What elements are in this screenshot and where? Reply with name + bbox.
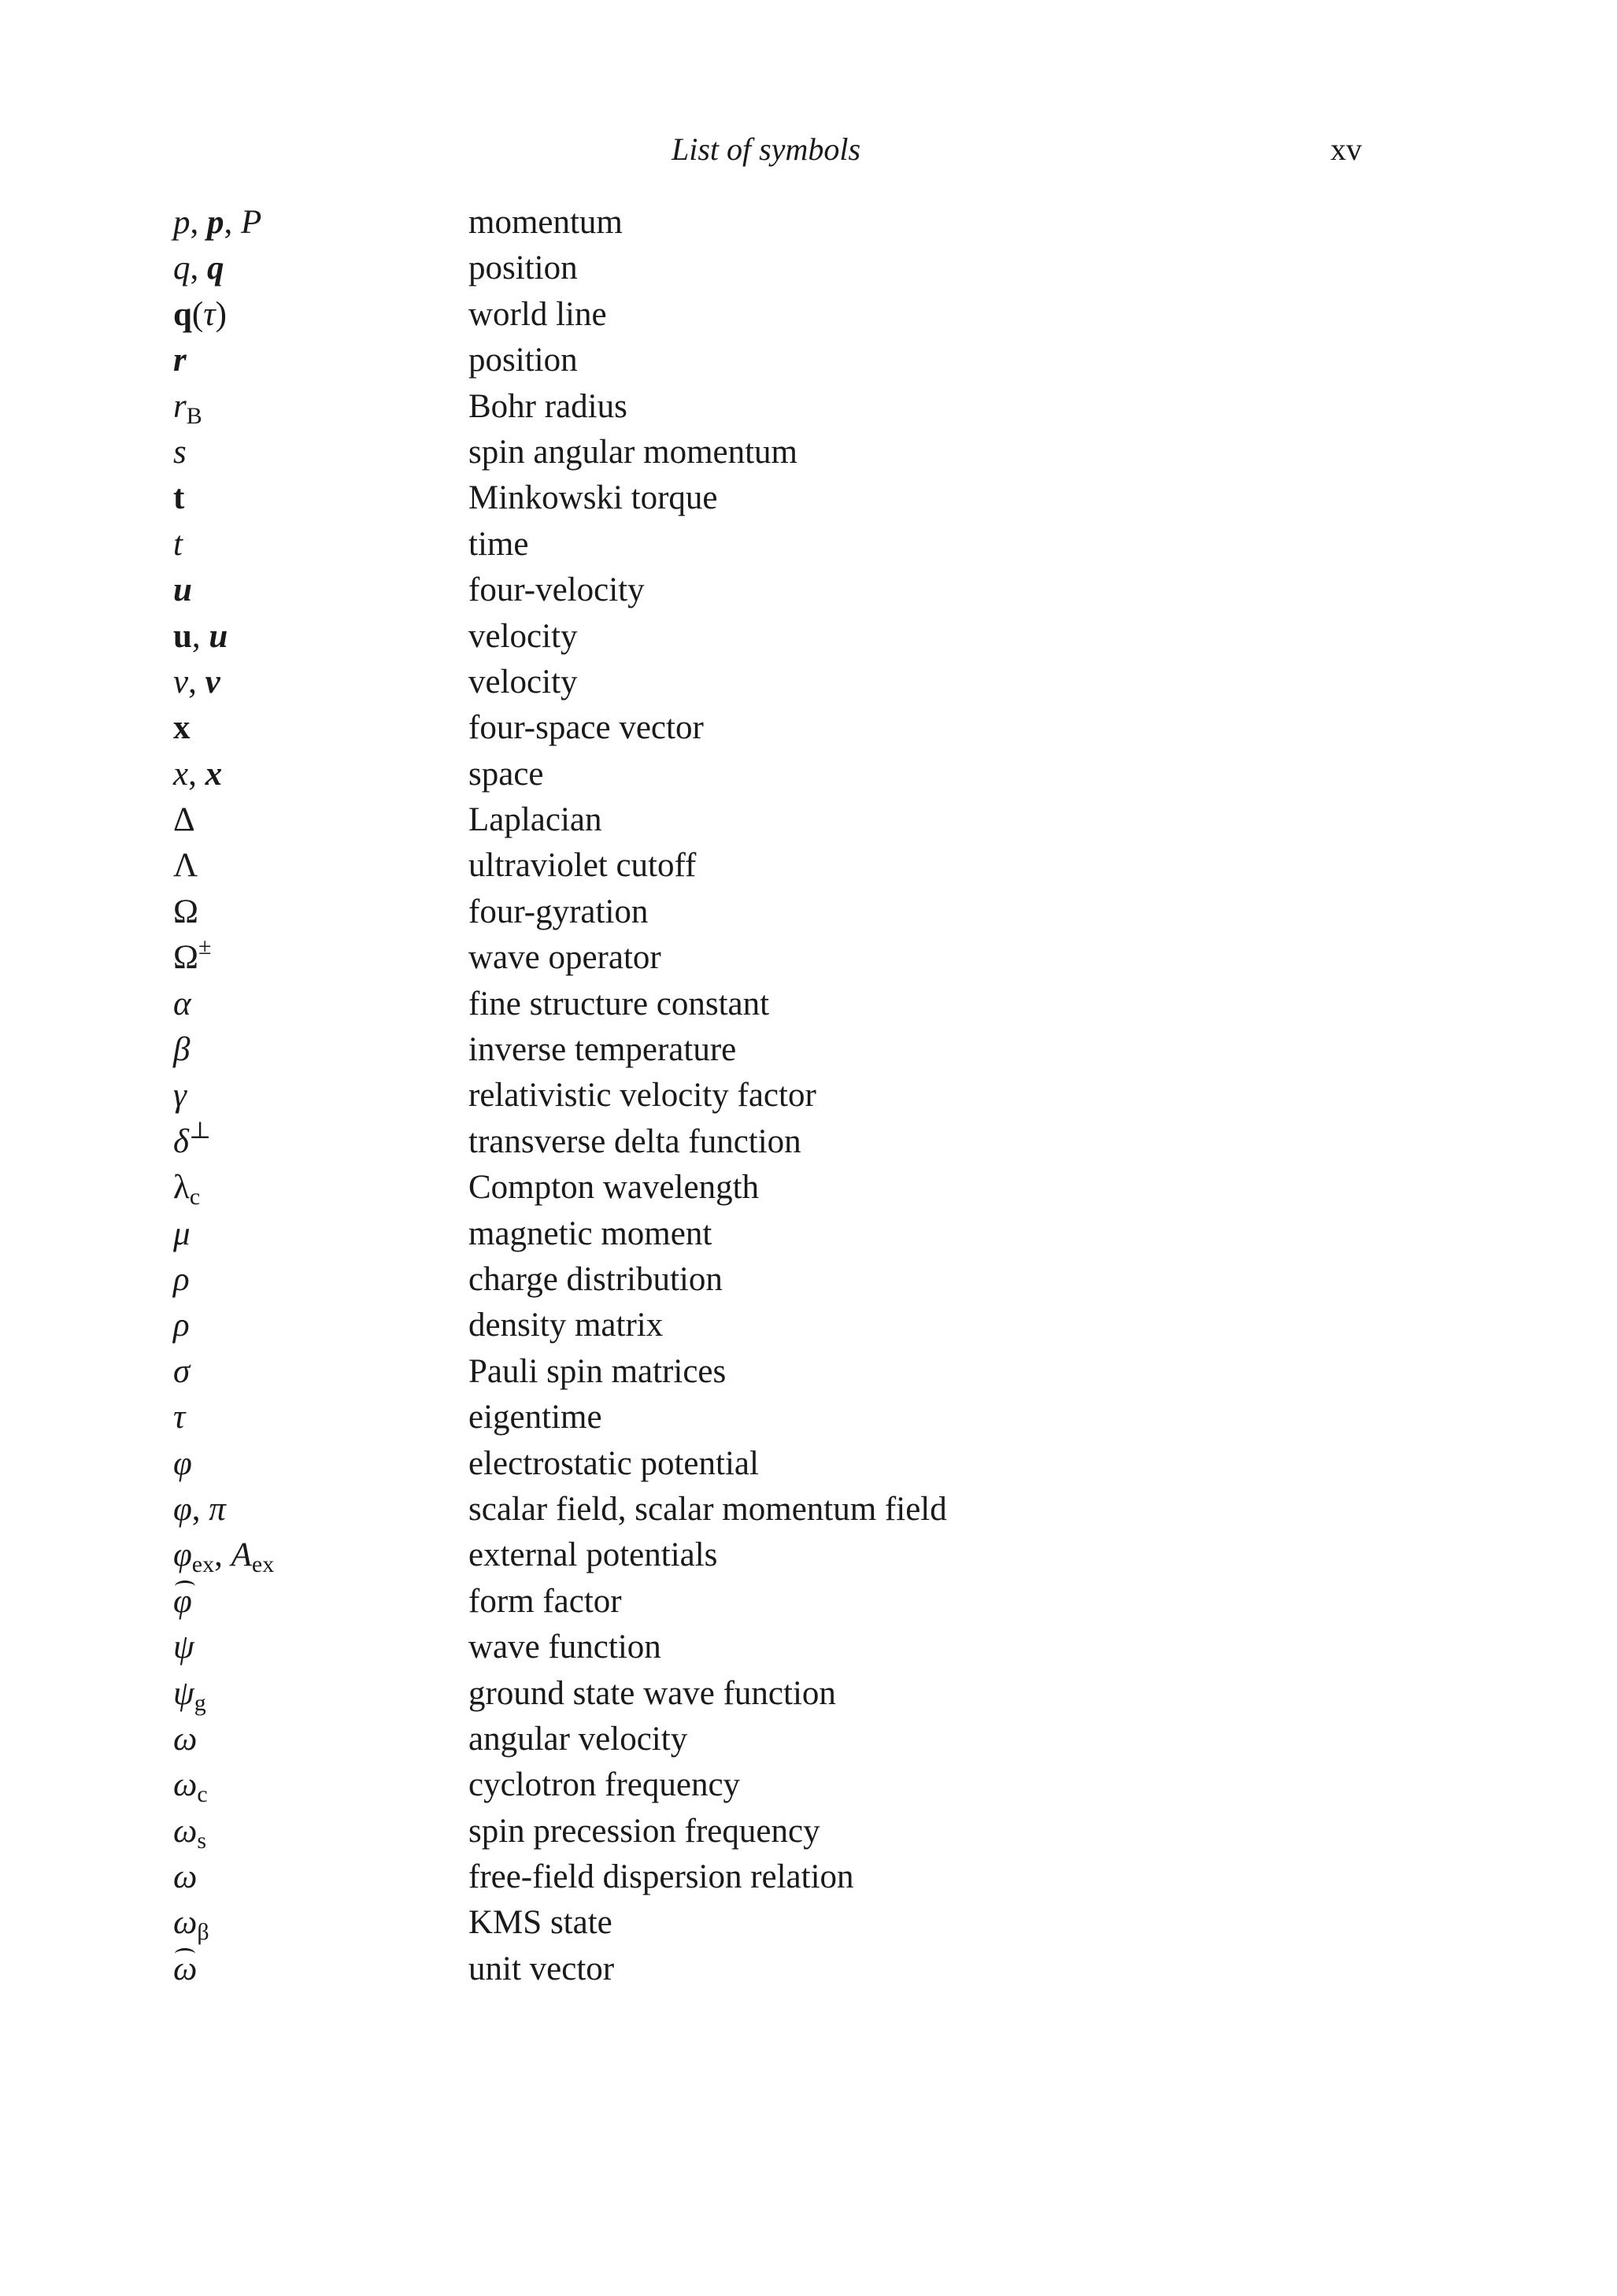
symbol: q(τ) <box>173 295 227 333</box>
running-title: List of symbols <box>671 131 861 167</box>
symbol-row <box>173 246 1433 291</box>
symbol-description: external potentials <box>468 1536 718 1574</box>
symbol-row <box>173 1441 1433 1487</box>
symbol: δ⊥ <box>173 1117 212 1160</box>
symbol: σ <box>173 1352 191 1390</box>
symbol-description: electrostatic potential <box>468 1444 759 1482</box>
symbol: Λ <box>173 847 198 885</box>
symbol-row <box>173 200 1433 246</box>
symbol: $\omega_c$ <box>173 1766 208 1808</box>
running-head <box>0 126 1617 173</box>
symbol-row <box>173 797 1433 843</box>
symbol-row <box>173 1073 1433 1118</box>
symbol-row <box>173 935 1433 981</box>
symbol: τ <box>173 1399 186 1436</box>
symbol: t <box>173 479 185 517</box>
symbol: ω <box>173 1858 198 1896</box>
symbol: q, q <box>173 250 224 287</box>
symbol: φ, π <box>173 1490 226 1528</box>
page-number: xv <box>1330 131 1362 167</box>
symbol: u <box>173 571 192 609</box>
symbol-description: wave function <box>468 1629 661 1666</box>
symbol-row <box>173 660 1433 705</box>
symbol-row <box>173 1119 1433 1165</box>
symbol-row <box>173 1762 1433 1808</box>
symbol: ω <box>173 1947 457 1992</box>
symbol-row <box>173 1854 1433 1900</box>
symbol: r <box>173 342 187 379</box>
symbol: s <box>173 433 187 471</box>
symbol-row <box>173 292 1433 338</box>
symbol-row <box>173 568 1433 613</box>
symbol: φ <box>173 1579 457 1625</box>
symbol-row <box>173 1257 1433 1303</box>
symbol-description: charge distribution <box>468 1260 723 1298</box>
symbol: $\lambda_c$ <box>173 1169 201 1211</box>
symbol-description: position <box>468 250 578 287</box>
symbol-description: velocity <box>468 617 578 655</box>
symbol-description: Minkowski torque <box>468 479 718 517</box>
symbol-description: time <box>468 525 529 563</box>
symbol-row <box>173 1717 1433 1762</box>
symbol-row <box>173 889 1433 935</box>
symbol-row <box>173 614 1433 660</box>
symbol: Δ <box>173 801 195 839</box>
symbol-row <box>173 1900 1433 1946</box>
symbol-row <box>173 1625 1433 1670</box>
symbol: ω <box>173 1720 198 1758</box>
symbol-row <box>173 705 1433 751</box>
symbol-description: space <box>468 755 544 793</box>
symbol-description: angular velocity <box>468 1720 688 1758</box>
symbol-row <box>173 338 1433 383</box>
symbol-row <box>173 1165 1433 1211</box>
symbol: u, u <box>173 617 228 655</box>
symbol-row <box>173 430 1433 475</box>
symbol-description: Laplacian <box>468 801 602 839</box>
symbol-row <box>173 1533 1433 1578</box>
symbol-row <box>173 1671 1433 1717</box>
symbol: ρ <box>173 1307 190 1344</box>
symbol-row <box>173 1211 1433 1257</box>
symbol-row <box>173 982 1433 1027</box>
symbol-description: position <box>468 342 578 379</box>
symbol: t <box>173 525 183 563</box>
symbol-row <box>173 1303 1433 1348</box>
symbol-description: four-gyration <box>468 893 649 930</box>
symbol-description: Compton wavelength <box>468 1169 760 1207</box>
symbol-description: spin precession frequency <box>468 1812 820 1850</box>
symbol-description: four-velocity <box>468 571 645 609</box>
symbol: Ω± <box>173 934 212 977</box>
symbol-description: free-field dispersion relation <box>468 1858 854 1896</box>
symbol-description: form factor <box>468 1582 622 1620</box>
symbol: α <box>173 985 191 1022</box>
symbol-row <box>173 384 1433 430</box>
symbol: x <box>173 709 191 747</box>
symbol-row <box>173 1027 1433 1073</box>
symbol-description: velocity <box>468 663 578 701</box>
symbol: φ <box>173 1444 192 1482</box>
symbol: $r_B$ <box>173 387 202 429</box>
symbol-description: fine structure constant <box>468 985 770 1022</box>
symbol-row <box>173 1947 1433 1992</box>
symbol: v, v <box>173 663 220 701</box>
symbol-description: four-space vector <box>468 709 704 747</box>
symbol-row <box>173 1809 1433 1854</box>
symbol-description: KMS state <box>468 1904 612 1942</box>
symbol: x, x <box>173 755 223 793</box>
symbol-description: wave operator <box>468 939 661 977</box>
symbol-description: inverse temperature <box>468 1031 737 1069</box>
symbol: γ <box>173 1077 187 1115</box>
symbol-description: unit vector <box>468 1950 615 1987</box>
symbol: $\psi_g$ <box>173 1674 206 1716</box>
symbol-description: world line <box>468 295 607 333</box>
symbol: ψ <box>173 1629 194 1666</box>
symbol-description: scalar field, scalar momentum field <box>468 1490 947 1528</box>
symbol-description: relativistic velocity factor <box>468 1077 816 1115</box>
symbol-description: spin angular momentum <box>468 433 797 471</box>
symbol: ρ <box>173 1260 190 1298</box>
symbol-row <box>173 752 1433 797</box>
symbol-row <box>173 1395 1433 1440</box>
symbol-description: momentum <box>468 204 623 241</box>
symbol: $\varphi_{ex}$, $A_{ex}$ <box>173 1536 275 1578</box>
symbol-description: Pauli spin matrices <box>468 1352 727 1390</box>
symbol-row <box>173 522 1433 568</box>
symbol-list <box>173 200 1433 1992</box>
symbol-row <box>173 475 1433 521</box>
symbol-row <box>173 1579 1433 1625</box>
symbol-description: eigentime <box>468 1399 602 1436</box>
symbol: μ <box>173 1215 191 1252</box>
symbol-description: transverse delta function <box>468 1122 801 1160</box>
symbol-description: ultraviolet cutoff <box>468 847 697 885</box>
symbol: Ω <box>173 893 198 930</box>
symbol: p, p, P <box>173 204 262 241</box>
symbol-row <box>173 1487 1433 1533</box>
symbol: β <box>173 1031 191 1069</box>
symbol-description: density matrix <box>468 1307 664 1344</box>
symbol-row <box>173 1349 1433 1395</box>
symbol-description: cyclotron frequency <box>468 1766 741 1804</box>
symbol-description: ground state wave function <box>468 1674 836 1712</box>
symbol: $\omega_s$ <box>173 1812 207 1854</box>
symbol-description: magnetic moment <box>468 1215 712 1252</box>
symbol: $\omega_\beta$ <box>173 1904 209 1946</box>
symbol-row <box>173 843 1433 889</box>
symbol-description: Bohr radius <box>468 387 627 425</box>
